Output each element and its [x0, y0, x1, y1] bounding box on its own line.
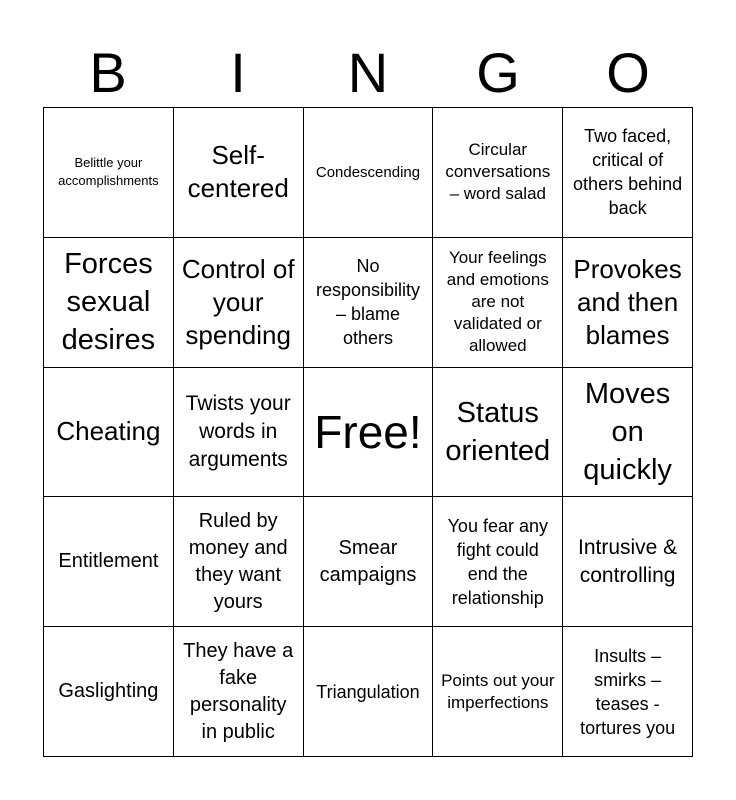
bingo-cell[interactable]: [44, 368, 174, 498]
cell-text: Smear campaigns: [319, 536, 417, 586]
cell-text: Condescending: [315, 163, 421, 181]
bingo-cell[interactable]: [304, 627, 434, 757]
bingo-cell[interactable]: [174, 368, 304, 498]
header-letter-i: I: [230, 41, 246, 104]
cell-text: Entitlement: [58, 550, 159, 573]
bingo-cell[interactable]: [563, 497, 693, 627]
bingo-cell[interactable]: [174, 497, 304, 627]
cell-text: Control of your spending: [181, 253, 295, 350]
cell-text: Circular conversations – word salad: [445, 140, 551, 204]
header-letter-b: B: [89, 41, 127, 104]
header-letter-o: O: [606, 41, 650, 104]
bingo-cell[interactable]: [174, 238, 304, 368]
bingo-cell[interactable]: [563, 108, 693, 238]
bingo-cell[interactable]: [304, 108, 434, 238]
bingo-cell[interactable]: [304, 238, 434, 368]
bingo-cell[interactable]: [433, 108, 563, 238]
bingo-cell[interactable]: [563, 238, 693, 368]
header-letter-n: N: [347, 41, 389, 104]
bingo-cell[interactable]: [433, 627, 563, 757]
bingo-cell[interactable]: [433, 497, 563, 627]
header-letter-g: G: [476, 41, 520, 104]
bingo-header: [43, 40, 693, 106]
bingo-cell[interactable]: [44, 238, 174, 368]
bingo-cell[interactable]: [433, 368, 563, 498]
cell-text: Points out your imperfections: [441, 670, 555, 712]
cell-text: Cheating: [56, 416, 161, 447]
bingo-cell[interactable]: [174, 627, 304, 757]
cell-text: Triangulation: [316, 681, 420, 702]
cell-text: They have a fake personality in public: [183, 639, 294, 743]
bingo-cell[interactable]: [44, 497, 174, 627]
cell-text: Intrusive & controlling: [577, 535, 678, 587]
cell-text: Belittle your accomplishments: [58, 155, 159, 189]
cell-text: Self-centered: [187, 140, 289, 204]
bingo-cell[interactable]: [563, 368, 693, 498]
bingo-cell[interactable]: [433, 238, 563, 368]
bingo-cell[interactable]: [44, 108, 174, 238]
bingo-cell[interactable]: [304, 497, 434, 627]
cell-text: Insults – smirks – teases - tortures you: [580, 645, 676, 738]
cell-text: Two faced, critical of others behind back: [573, 126, 683, 219]
cell-text: Provokes and then blames: [573, 253, 682, 350]
cell-text: Moves on quickly: [583, 377, 672, 486]
cell-text: You fear any fight could end the relationship: [447, 515, 548, 608]
cell-text: Free!: [314, 405, 422, 458]
cell-text: Gaslighting: [58, 680, 159, 703]
bingo-cell[interactable]: [563, 627, 693, 757]
cell-text: No responsibility – blame others: [315, 256, 421, 349]
cell-text: Your feelings and emotions are not validated or allowed: [446, 248, 549, 356]
bingo-cell[interactable]: [44, 627, 174, 757]
bingo-grid: [43, 107, 693, 757]
bingo-cell[interactable]: [174, 108, 304, 238]
cell-text: Twists your words in arguments: [185, 391, 291, 471]
cell-text: Ruled by money and they want yours: [188, 509, 288, 613]
free-space[interactable]: [304, 368, 434, 498]
cell-text: Status oriented: [445, 396, 551, 467]
cell-text: Forces sexual desires: [61, 248, 156, 357]
